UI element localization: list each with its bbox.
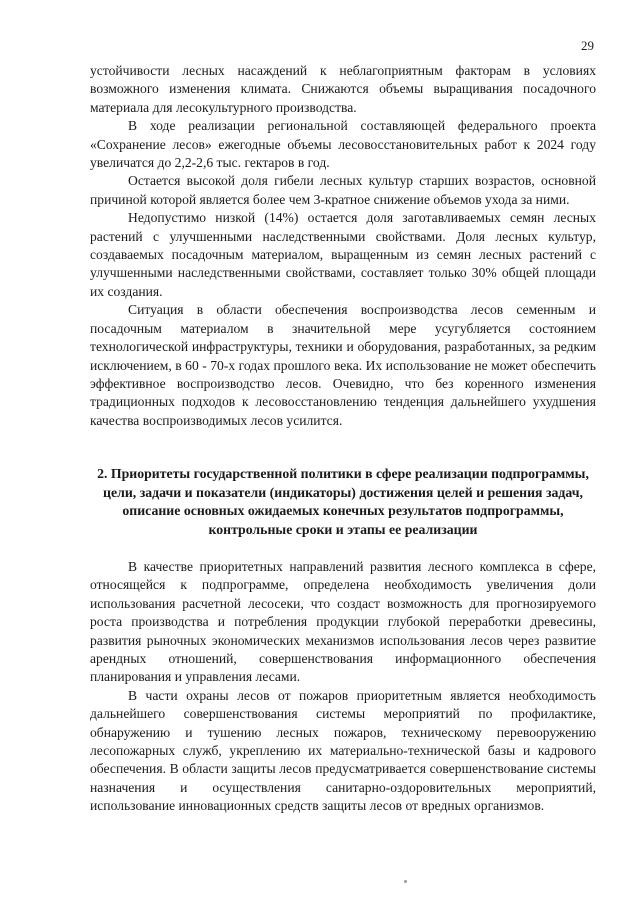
paragraph-reforestation-volume: В ходе реализации региональной составляющей федерального проекта «Сохранение лесов» ежегодные объемы лесовосстановительных работ к 2024 году увеличатся до 2,2-2,6 тыс. гектаров в год. bbox=[90, 118, 596, 171]
scan-speck bbox=[404, 880, 407, 883]
paragraph-forest-crop-loss: Остается высокой доля гибели лесных культур старших возрастов, основной причиной которой является более чем 3-кратное снижение объемов ухода за ними. bbox=[90, 173, 596, 207]
paragraph-infrastructure: Ситуация в области обеспечения воспроизводства лесов семенным и посадочным материалом в значительной мере усугубляется состоянием технологической инфраструктуры, техники и оборудования, разработанных, за редким исключением, в 60 - 70-х годах прошлого века. Их использование не может обеспечить эффективное воспроизводство лесов. Очевидно, что без коренного изменения традиционных подходов к лесовосстановлению тенденция дальнейшего ухудшения качества воспроизводимых лесов усилится. bbox=[90, 302, 596, 428]
paragraph-priority-directions: В качестве приоритетных направлений развития лесного комплекса в сфере, относящейся к подпрограмме, определена необходимость увеличения доли использования расчетной лесосеки, что создаст возможность для прогнозируемого роста производства и потребления продукции глубокой переработки древесины, развития рыночных экономических механизмов использования лесов через развитие арендных отношений, совершенствования информационного обеспечения планирования и управления лесами. bbox=[90, 559, 596, 685]
top-text-block bbox=[90, 62, 596, 430]
paragraph-fire-protection: В части охраны лесов от пожаров приоритетным является необходимость дальнейшего совершенствования системы мероприятий по профилактике, обнаружению и тушению лесных пожаров, техническому перевооружению лесопожарных служб, укреплению их материально-технической базы и кадрового обеспечения. В области защиты лесов предусматривается совершенствование системы назначения и осуществления санитарно-оздоровительных мероприятий, использование инновационных средств защиты лесов от вредных организмов. bbox=[90, 687, 596, 814]
paragraph-seed-share: Недопустимо низкой (14%) остается доля заготавливаемых семян лесных растений с улучшенными наследственными свойствами. Доля лесных культур, создаваемых посадочным материалом, выращенным из семян лесных растений с улучшенными наследственными свойствами, составляет только 30% общей площади их создания. bbox=[90, 210, 596, 299]
bottom-text-block bbox=[90, 558, 596, 816]
page-number: 29 bbox=[581, 38, 594, 53]
section-heading: 2. Приоритеты государственной политики в сфере реализации подпрограммы, цели, задачи и показатели (индикаторы) достижения целей и решения задач, описание основных ожидаемых конечных результатов подпрограммы, контрольные сроки и этапы ее реализации bbox=[97, 466, 589, 537]
paragraph-continuation: устойчивости лесных насаждений к неблагоприятным факторам в условиях возможного изменения климата. Снижаются объемы выращивания посадочного материала для лесокультурного производства. bbox=[90, 63, 596, 115]
